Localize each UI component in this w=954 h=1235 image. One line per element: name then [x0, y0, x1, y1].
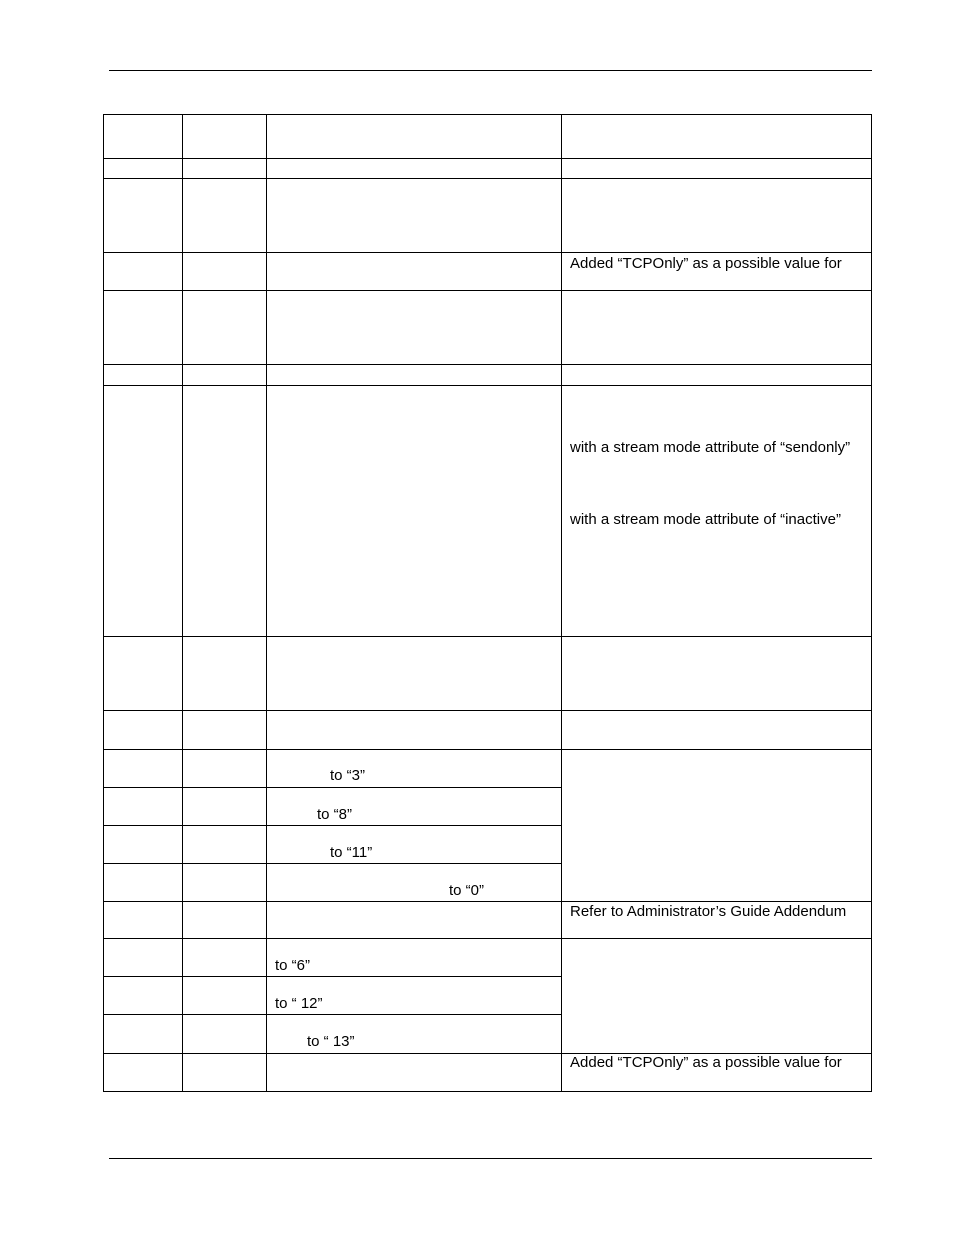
table-cell-merged	[562, 750, 872, 902]
table-cell	[267, 977, 562, 1015]
table-cell	[183, 179, 267, 253]
table-row	[104, 939, 872, 977]
table-cell	[267, 291, 562, 365]
change-description: Added “TCPOnly” as a possible value for	[570, 1054, 842, 1071]
change-value: to “6”	[275, 957, 311, 974]
table-cell	[183, 365, 267, 386]
table-cell	[562, 115, 872, 159]
table-cell	[104, 291, 183, 365]
table-row	[104, 179, 872, 253]
table-cell	[104, 253, 183, 291]
table-cell	[267, 1015, 562, 1054]
table-row	[104, 159, 872, 179]
table-cell	[562, 291, 872, 365]
table-header-row	[104, 115, 872, 159]
change-description: Added “TCPOnly” as a possible value for	[570, 255, 842, 272]
change-value: to “8”	[317, 806, 353, 823]
table-row	[104, 291, 872, 365]
table-row	[104, 637, 872, 711]
table-cell	[267, 939, 562, 977]
table-cell	[104, 939, 183, 977]
table-row	[104, 1054, 872, 1092]
change-value: to “0”	[449, 882, 485, 899]
table-cell	[183, 1054, 267, 1092]
table-cell	[183, 826, 267, 864]
change-value: to “ 12”	[275, 995, 323, 1012]
table-cell	[267, 365, 562, 386]
table-cell	[267, 159, 562, 179]
footer-rule	[109, 1158, 872, 1159]
table-cell	[183, 159, 267, 179]
change-value: to “3”	[330, 767, 366, 784]
table-cell	[183, 902, 267, 939]
table-cell	[183, 637, 267, 711]
table-cell	[104, 788, 183, 826]
table-cell	[104, 365, 183, 386]
table-cell	[104, 826, 183, 864]
table-cell	[562, 902, 872, 939]
change-description: with a stream mode attribute of “sendonly”	[570, 439, 851, 456]
table-cell	[183, 253, 267, 291]
table-row	[104, 750, 872, 788]
table-cell	[104, 902, 183, 939]
table-cell	[267, 902, 562, 939]
table-cell	[183, 711, 267, 750]
table-cell	[267, 386, 562, 637]
header-rule	[109, 70, 872, 71]
table-cell	[562, 637, 872, 711]
table-cell	[104, 1015, 183, 1054]
table-cell	[183, 115, 267, 159]
table-cell	[267, 115, 562, 159]
table-cell	[267, 253, 562, 291]
table-row	[104, 365, 872, 386]
table-cell	[183, 291, 267, 365]
change-description: Refer to Administrator’s Guide Addendum	[570, 903, 847, 920]
table-cell	[267, 750, 562, 788]
table-cell	[562, 253, 872, 291]
table-cell	[267, 711, 562, 750]
table-cell-merged	[562, 939, 872, 1054]
table-cell	[267, 637, 562, 711]
table-cell	[183, 750, 267, 788]
change-value: to “11”	[330, 844, 373, 861]
revision-table	[103, 114, 872, 1092]
table-cell	[183, 977, 267, 1015]
table-cell	[183, 788, 267, 826]
table-cell	[104, 977, 183, 1015]
table-cell	[104, 1054, 183, 1092]
table-cell	[104, 159, 183, 179]
table-cell	[562, 1054, 872, 1092]
table-row	[104, 386, 872, 637]
table-cell	[104, 386, 183, 637]
table-cell	[267, 179, 562, 253]
table-cell	[562, 365, 872, 386]
table-cell	[183, 939, 267, 977]
table-cell	[104, 864, 183, 902]
table-cell	[183, 1015, 267, 1054]
table-cell	[267, 788, 562, 826]
table-row	[104, 902, 872, 939]
table-cell	[562, 711, 872, 750]
table-cell	[104, 711, 183, 750]
table-cell	[267, 864, 562, 902]
change-value: to “ 13”	[307, 1033, 355, 1050]
table-cell	[104, 179, 183, 253]
table-row	[104, 711, 872, 750]
table-cell	[267, 826, 562, 864]
table-cell	[183, 386, 267, 637]
table-cell	[562, 159, 872, 179]
table-cell	[183, 864, 267, 902]
table-cell	[104, 637, 183, 711]
table-cell	[562, 386, 872, 637]
change-description: with a stream mode attribute of “inactive”	[570, 511, 841, 528]
table-row	[104, 253, 872, 291]
table-cell	[267, 1054, 562, 1092]
table-cell	[104, 115, 183, 159]
table-cell	[562, 179, 872, 253]
table-cell	[104, 750, 183, 788]
